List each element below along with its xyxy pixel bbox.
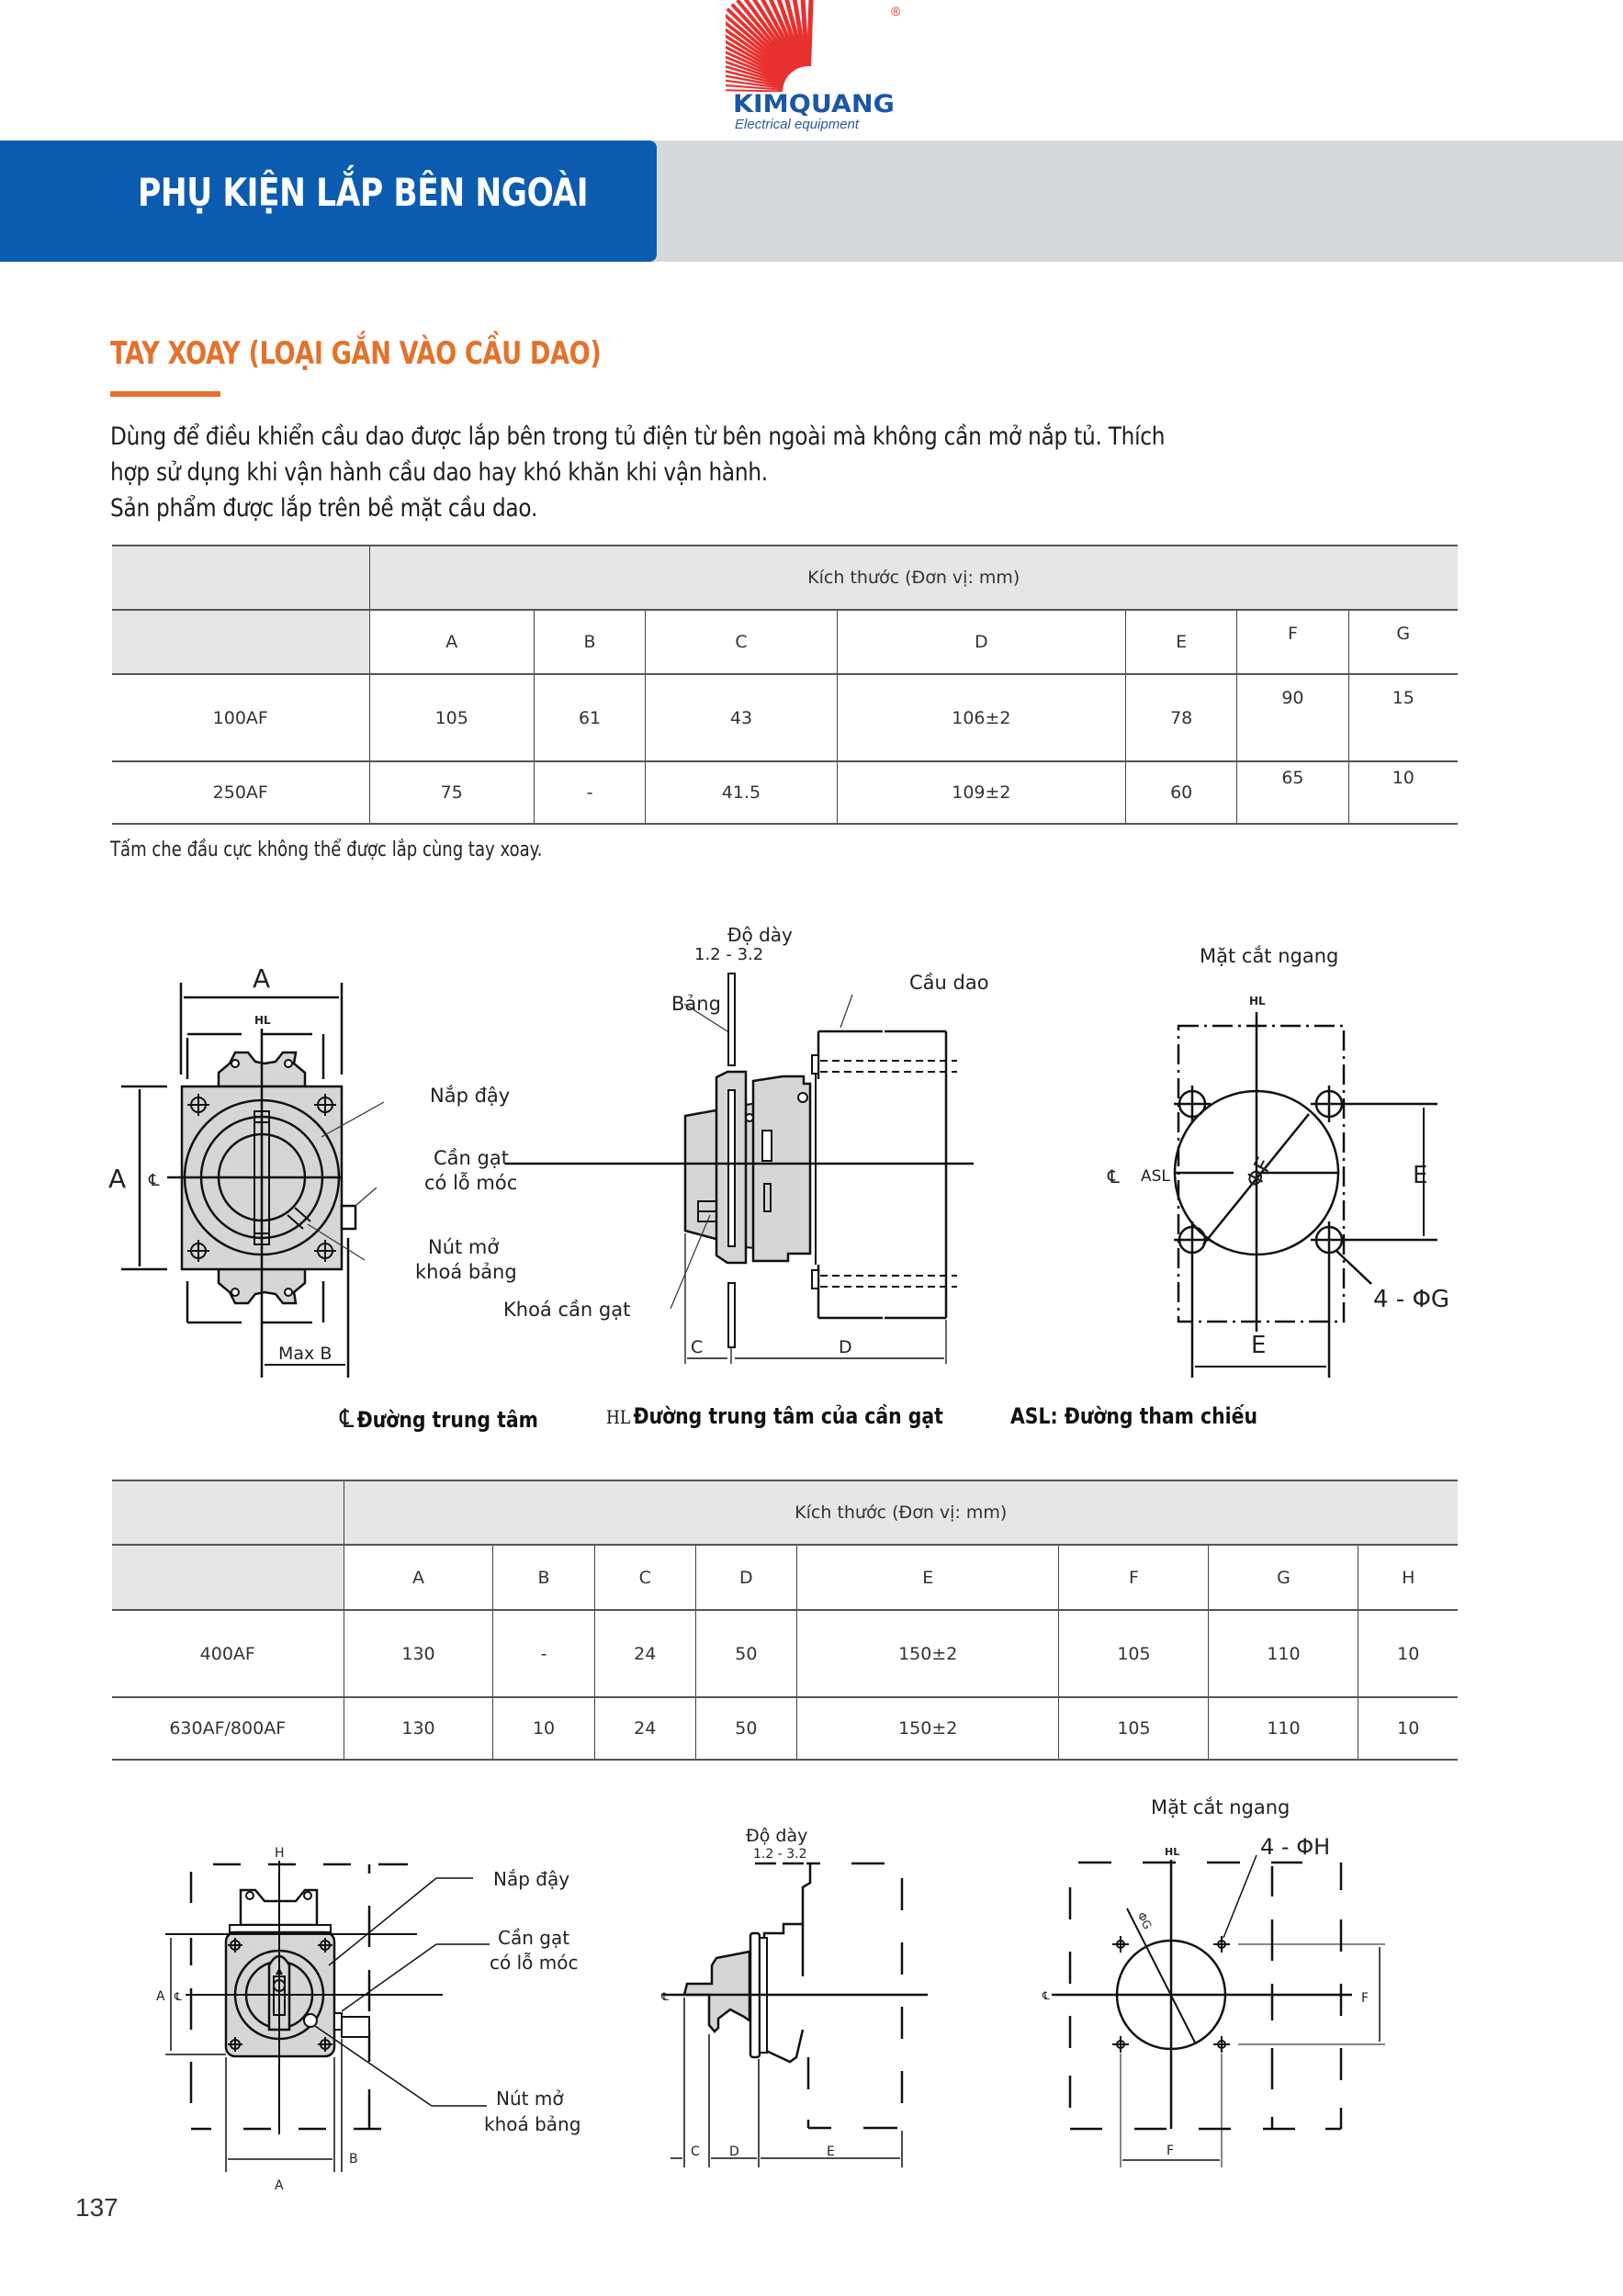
value-cell: 105 [369,674,534,761]
dim-label-e-bottom: E [1251,1332,1267,1359]
label-lever-lock: Khoá cần gạt [503,1299,631,1321]
value-cell: 60 [1126,761,1237,824]
value-cell: 24 [594,1610,695,1697]
section-title: Mặt cắt ngang [1200,945,1339,967]
column-header: B [493,1545,594,1610]
label-lever-hook: có lỗ móc [490,1952,579,1974]
dim-label-a-left: A [156,1989,165,2004]
value-cell: 110 [1209,1697,1358,1760]
lever-centerline-symbol: HL [1249,995,1266,1007]
section-title: Mặt cắt ngang [1151,1796,1291,1818]
value-cell: 10 [1348,761,1458,824]
value-cell: 105 [1059,1697,1209,1760]
value-cell: 43 [646,674,838,761]
value-cell: 50 [695,1610,796,1697]
column-header: G [1209,1545,1358,1610]
table-corner [112,610,369,674]
column-header: A [344,1545,493,1610]
label-panel-lock: khoá bảng [484,2113,581,2135]
value-cell: 110 [1209,1610,1358,1697]
value-cell: 24 [594,1697,695,1760]
legend-lever-centerline: HL Đường trung tâm của cần gạt [606,1403,943,1429]
table-corner [112,1545,344,1610]
asl-label: ASL [1141,1167,1170,1186]
model-cell: 400AF [112,1610,344,1697]
front-view-drawing-2 [138,1818,652,2204]
centerline-symbol: ℄ [1108,1165,1120,1187]
diameter-f-label: ΦF [1240,1153,1278,1192]
thickness-value: 1.2 - 3.2 [694,945,764,964]
thickness-label: Độ dày [746,1826,808,1846]
table-row [112,1610,1458,1697]
label-lever-hook: có lỗ móc [424,1172,518,1194]
table-row [112,761,1458,824]
column-header: H [1358,1545,1458,1610]
dim-label-e: E [827,2144,835,2159]
value-cell: 130 [344,1610,493,1697]
value-cell: 106±2 [837,674,1125,761]
table-row [112,674,1458,761]
intro-line: Dùng để điều khiển cầu dao được lắp bên trong tủ điện từ bên ngoài mà không cần mở nắp tủ. Thích [110,422,1166,451]
value-cell: 65 [1237,761,1348,824]
table-group-header: Kích thước (Đơn vị: mm) [369,546,1458,610]
lever-centerline-symbol: HL [1165,1846,1180,1858]
value-cell: 10 [493,1697,594,1760]
centerline-symbol: ℄ [1043,1989,1050,2002]
centerline-symbol: ℄ [149,1171,160,1190]
value-cell: 61 [534,674,645,761]
dim-label-e-right: E [1413,1162,1428,1189]
brand-wordmark: KIMQUANG [733,90,895,118]
model-cell: 250AF [112,761,369,824]
dim-label-f-right: F [1361,1991,1369,2006]
thickness-label: Độ dày [727,924,793,946]
value-cell: 10 [1358,1610,1458,1697]
table-row [112,1697,1458,1760]
brand-logo [726,0,928,138]
value-cell: 78 [1126,674,1237,761]
table-corner [112,1480,344,1545]
column-header: E [796,1545,1059,1610]
dimension-table-400af-800af [112,1480,1458,1761]
dim-label-c: C [691,2144,700,2159]
column-header: F [1059,1545,1209,1610]
dim-label-a-left: A [108,1164,127,1194]
value-cell: 50 [695,1697,796,1760]
value-cell: 130 [344,1697,493,1760]
value-cell: 150±2 [796,1610,1059,1697]
dimension-table-100af-250af [112,545,1458,825]
table-note: Tấm che đầu cực không thể được lắp cùng tay xoay. [110,838,543,861]
value-cell: 150±2 [796,1697,1059,1760]
label-button: Nút mở [496,2088,564,2110]
holes-label: 4 - ΦG [1373,1286,1450,1313]
diameter-g-label: ΦG [1134,1909,1155,1931]
centerline-symbol: ℄ [661,1990,669,2003]
cross-section-drawing-2 [1029,1782,1414,2167]
dim-label-max-b: Max B [278,1344,332,1364]
column-header: F [1237,610,1348,674]
dim-label-d: D [839,1337,852,1357]
label-panel-lock: khoá bảng [415,1261,517,1283]
column-header: G [1348,610,1458,674]
page-number: 137 [75,2193,118,2222]
column-header: B [534,610,645,674]
registered-mark: ® [891,4,901,18]
dim-label-a-top: A [253,963,271,994]
lever-centerline-symbol: HL [606,1406,631,1428]
label-breaker: Cầu dao [909,972,989,994]
label-panel: Bảng [671,993,721,1015]
value-cell: 75 [369,761,534,824]
dim-label-f-bottom: F [1167,2144,1175,2158]
label-lever: Cần gạt [434,1147,509,1169]
column-header: D [695,1545,796,1610]
value-cell: 15 [1348,674,1458,761]
label-button: Nút mở [428,1236,500,1258]
column-header: E [1126,610,1237,674]
page-title: PHỤ KIỆN LẮP BÊN NGOÀI [138,170,589,215]
side-view-drawing-1 [487,914,1001,1373]
thickness-value: 1.2 - 3.2 [753,1847,807,1862]
legend-reference-line: ASL: Đường tham chiếu [1010,1403,1257,1429]
dim-label-d: D [729,2144,739,2159]
dim-label-c: C [691,1337,704,1357]
side-view-drawing-2 [661,1800,928,2167]
intro-line: Sản phẩm được lắp trên bề mặt cầu dao. [110,494,538,523]
dim-label-a-bottom: A [275,2178,284,2193]
column-header: C [594,1545,695,1610]
centerline-symbol: ℄ [340,1403,355,1434]
column-header: A [369,610,534,674]
model-cell: 100AF [112,674,369,761]
lever-centerline-symbol: HL [254,1014,271,1027]
column-header: C [646,610,838,674]
cross-section-drawing-1 [1075,928,1479,1378]
drawing-legend [340,1403,1295,1440]
table-corner [112,546,369,610]
value-cell: 105 [1059,1610,1209,1697]
value-cell: - [493,1610,594,1697]
holes-label: 4 - ΦH [1260,1834,1331,1860]
label-cover: Nắp đậy [430,1085,511,1107]
value-cell: - [534,761,645,824]
legend-centerline: ℄ Đường trung tâm [340,1403,538,1434]
value-cell: 90 [1237,674,1348,761]
section-title: TAY XOAY (LOẠI GẮN VÀO CẦU DAO) [110,335,602,372]
dim-label-h: H [275,1846,285,1861]
column-header: D [837,610,1125,674]
centerline-symbol: ℄ [175,1990,182,2003]
section-underline [110,391,220,397]
value-cell: 10 [1358,1697,1458,1760]
brand-tagline: Electrical equipment [735,117,860,132]
intro-line: hợp sử dụng khi vận hành cầu dao hay khó khăn khi vận hành. [110,458,768,487]
model-cell: 630AF/800AF [112,1697,344,1760]
label-lever: Cần gạt [498,1927,570,1949]
table-group-header: Kích thước (Đơn vị: mm) [344,1480,1458,1545]
dim-label-b: B [349,2152,358,2167]
value-cell: 41.5 [646,761,838,824]
label-cover: Nắp đậy [493,1868,570,1890]
logo-ray [809,0,812,66]
value-cell: 109±2 [837,761,1125,824]
